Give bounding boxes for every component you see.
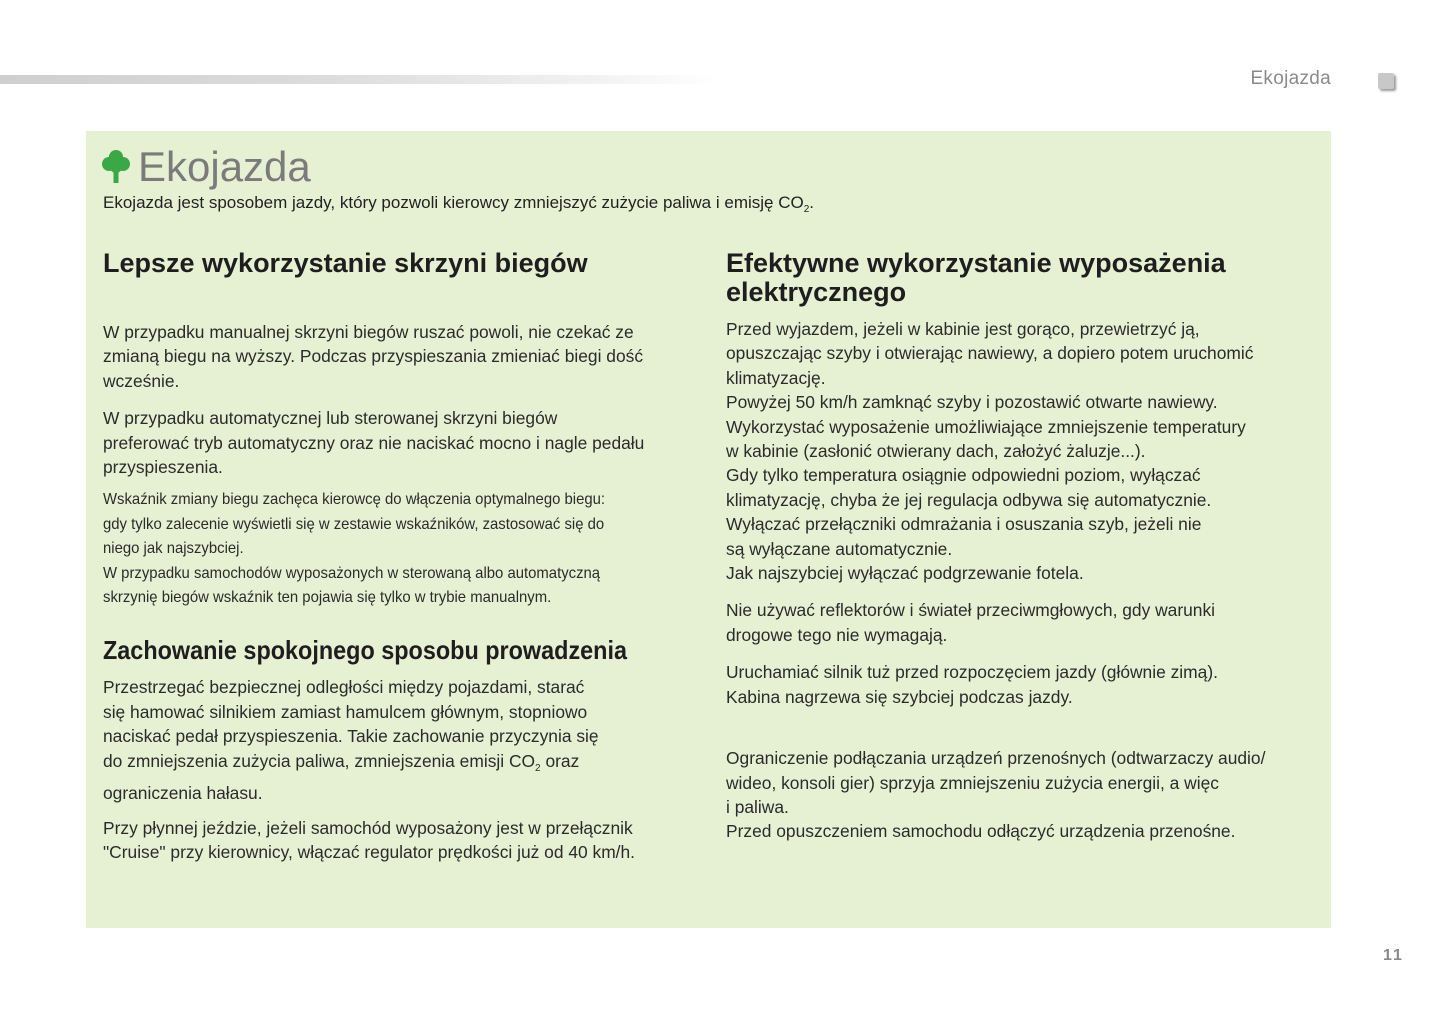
calm-heading: Zachowanie spokojnego sposobu prowadzenia [103,635,627,666]
page-title: Ekojazda [138,143,311,190]
header-gradient-bar [0,75,720,84]
tree-icon [102,149,130,185]
page-number: 11 [1383,947,1404,964]
gear-paragraph-1: W przypadku manualnej skrzyni biegów ruszać powoli, nie czekać ze zmianą biegu na wyższy. Podczas przyspieszania zmieniać biegi dość wcześnie. [103,322,644,391]
gear-paragraph-2: W przypadku automatycznej lub sterowanej skrzyni biegów preferować tryb automatyczny oraz nie naciskać mocno i nagle pedału przyspieszenia. [103,408,645,478]
electrical-paragraph-1: Przed wyjazdem, jeżeli w kabinie jest gorąco, przewietrzyć ją, opuszczając szyby i otwierając nawiewy, a dopiero potem uruchomić klimatyzację. Powyżej 50 km/h zamknąć szyby i pozostawić otwarte nawiewy. Wykorzystać wyposażenie umożliwiające zmniejszenie temperatury w kabinie (zasłonić otwierany dach, założyć żaluzje...). Gdy tylko temperatura osiągnie odpowiedni poziom, wyłączać klimatyzację, chyba że jej regulacja odbywa się automatycznie. Wyłączać przełączniki odmrażania i osuszania szyb, jeżeli nie są wyłączane automatycznie. Jak najszybciej wyłączać podgrzewanie fotela. [726,319,1254,584]
calm-paragraph-2: Przy płynnej jeździe, jeżeli samochód wyposażony jest w przełącznik "Cruise" przy kierownicy, włączać regulator prędkości już od 40 km/h. [103,817,636,862]
electrical-heading: Efektywne wykorzystanie wyposażenia elektrycznego [726,248,1226,307]
header-title: Ekojazda [1250,68,1331,89]
left-column [103,249,703,864]
intro-text: Ekojazda jest sposobem jazdy, który pozwoli kierowcy zmniejszyć zużycie paliwa i emisję $CO_2$. [103,193,815,215]
electrical-paragraph-2: Nie używać reflektorów i świateł przeciwmgłowych, gdy warunki drogowe tego nie wymagają. [726,600,1216,645]
gear-paragraph-3: Wskaźnik zmiany biegu zachęca kierowcę do włączenia optymalnego biegu: gdy tylko zalecenie wyświetli się w zestawie wskaźników, zastosować się do niego jak najszybciej. W przypadku samochodów wyposażonych w sterowaną albo automatyczną skrzynię biegów wskaźnik ten pojawia się tylko w trybie manualnym. [103,491,606,607]
content-panel [86,131,1331,928]
gear-heading: Lepsze wykorzystanie skrzyni biegów [103,248,588,278]
square-icon [1378,73,1394,89]
page-title-row [102,143,311,191]
electrical-paragraph-3: Uruchamiać silnik tuż przed rozpoczęciem jazdy (głównie zimą). Kabina nagrzewa się szybciej podczas jazdy. [726,662,1218,707]
right-column [726,249,1326,844]
electrical-paragraph-4: Ograniczenie podłączania urządzeń przenośnych (odtwarzaczy audio/ wideo, konsoli gier) sprzyja zmniejszeniu zużycia energii, a więc i paliwa. Przed opuszczeniem samochodu odłączyć urządzenia przenośne. [726,748,1266,842]
calm-paragraph-1: Przestrzegać bezpiecznej odległości między pojazdami, starać się hamować silnikiem zamiast hamulcem głównym, stopniowo naciskać pedał przyspieszenia. Takie zachowanie przyczynia się do zmniejszenia zużycia paliwa, zmniejszenia emisji $CO_2$ oraz ograniczenia hałasu. [103,677,599,804]
